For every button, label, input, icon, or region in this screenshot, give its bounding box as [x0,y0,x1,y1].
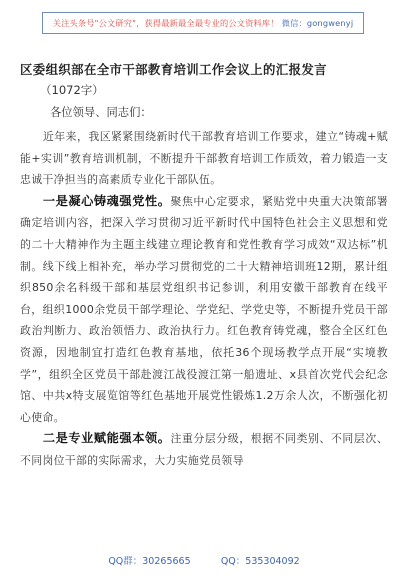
paragraph-intro [20,126,388,191]
qq-number: QQ：535304092 [220,556,300,567]
paragraph-text: 注重分层分级，根据不同类别、不同层次、不同岗位干部的实际需求，大力实施党员领导 [20,432,389,467]
document-title: 区委组织部在全市干部教育培训工作会议上的汇报发言 [20,62,327,77]
paragraph-section-2 [20,428,388,471]
greeting: 各位领导、同志们： [50,106,152,119]
paragraph-text: 聚焦中心定要求，紧贴党中央重大决策部署确定培训内容，把深入学习贯彻习近平新时代中国特色社会主义思想和党的二十大精神作为主题主线建立理论教育和党性教育学习成效“双达标”机制。线下线上相补充，举办学习贯彻党的二十大精神培训班12期，累计组织850余名科级干部和基层党组织书记参训，利用安徽干部教育在线平台，组织1000余党员干部学理论、学党纪、学党史等，不断提升党员干部政治判断力、政治领悟力、政治执行力。红色教育铸党魂，整合全区红色资源，因地制宜打造红色教育基地，依托36个现场教学点开展“实境教学”，组织全区党员干部赴渡江战役渡江第一船遗址、x县首次党代会纪念馆、中共x特支展览馆等红色基地开展党性锻炼1.2万余人次，不断强化初心使命。 [20,194,389,424]
section-heading: 二是专业赋能强本领。 [42,431,171,446]
document-body [20,126,388,472]
promo-text: 关注头条号"公文研究"，获得最新最全最专业的公文资料库！ [52,17,279,28]
paragraph-section-1 [20,191,388,429]
word-count: （1072字） [40,83,104,97]
promo-banner [42,12,364,34]
paragraph-text: 近年来，我区紧紧围绕新时代干部教育培训工作要求，建立“铸魂+赋能+实训”教育培训机制，不断提升干部教育培训工作质效，着力锻造一支忠诚干净担当的高素质专业化干部队伍。 [20,130,388,187]
wechat-id: 微信：gongwenyj [281,17,354,28]
section-heading: 一是凝心铸魂强党性。 [42,193,171,208]
qq-group: QQ群：30265665 [108,556,191,567]
contact-footer [0,553,408,567]
